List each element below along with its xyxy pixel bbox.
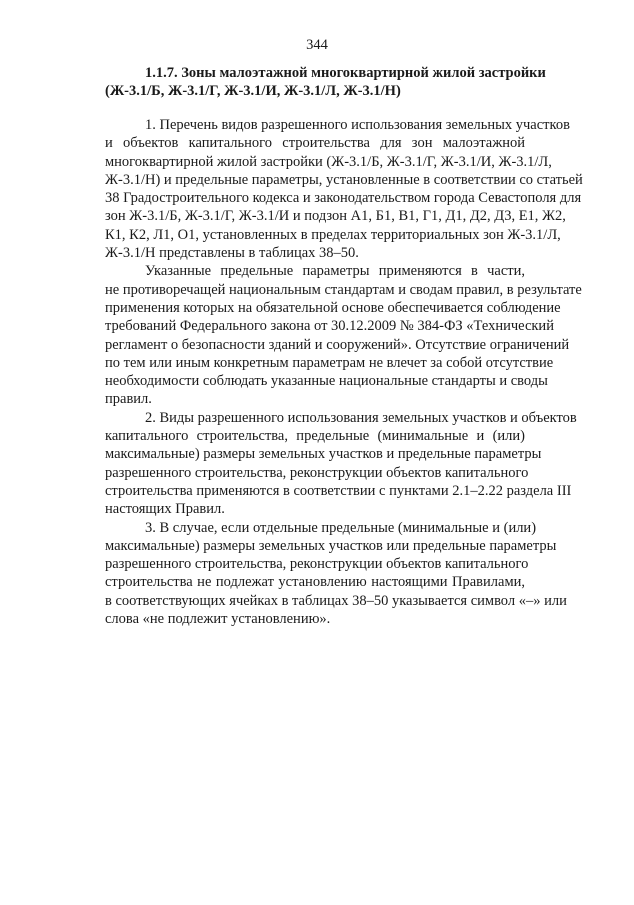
paragraph-line: регламент о безопасности зданий и сооружений». Отсутствие ограничений — [105, 336, 570, 353]
paragraph-line: по тем или иным конкретным параметрам не влечет за собой отсутствие — [105, 354, 554, 371]
paragraph-line: Ж-3.1/Н) и предельные параметры, установленные в соответствии со статьей — [105, 171, 583, 188]
paragraph-line: необходимости соблюдать указанные национальные стандарты и своды — [105, 373, 548, 390]
paragraph-line: требований Федерального закона от 30.12.2009 № 384-ФЗ «Технический — [105, 318, 554, 335]
paragraph-line: 38 Градостроительного кодекса и законодательством города Севастополя для — [105, 190, 582, 207]
page-number: 344 — [306, 37, 328, 53]
paragraph-line: строительства применяются в соответствии с пунктами 2.1–2.22 раздела III — [105, 482, 572, 499]
paragraph-line: разрешенного строительства, реконструкции объектов капитального — [105, 556, 529, 573]
paragraph-line: 1. Перечень видов разрешенного использования земельных участков — [145, 117, 570, 133]
paragraph-line: слова «не подлежит установлению». — [105, 611, 331, 628]
paragraph-line: многоквартирной жилой застройки (Ж-3.1/Б, Ж-3.1/Г, Ж-3.1/И, Ж-3.1/Л, — [105, 153, 552, 170]
paragraph-line: 3. В случае, если отдельные предельные (минимальные и (или) — [145, 519, 537, 536]
paragraph-line: капитального строительства, предельные (минимальные и (или) — [105, 428, 525, 445]
paragraph-4 — [105, 519, 567, 629]
body-text — [105, 116, 583, 628]
paragraph-line: К1, К2, Л1, О1, установленных в пределах территориальных зон Ж-3.1/Л, — [105, 226, 561, 243]
section-heading-line-2: (Ж-3.1/Б, Ж-3.1/Г, Ж-3.1/И, Ж-3.1/Л, Ж-3.1/Н) — [105, 83, 401, 99]
paragraph-line: 2. Виды разрешенного использования земельных участков и объектов — [145, 409, 577, 426]
section-heading-line-1: 1.1.7. Зоны малоэтажной многоквартирной жилой застройки — [145, 65, 546, 81]
paragraph-2 — [105, 262, 582, 408]
paragraph-line: максимальные) размеры земельных участков или предельные параметры — [105, 537, 557, 554]
paragraph-line: правил. — [105, 391, 152, 408]
paragraph-line: настоящих Правил. — [105, 501, 225, 518]
paragraph-line: строительства не подлежат установлению настоящими Правилами, — [105, 574, 525, 591]
section-heading — [105, 64, 546, 100]
paragraph-line: разрешенного строительства, реконструкции объектов капитального — [105, 464, 529, 481]
paragraph-line: максимальные) размеры земельных участков и предельные параметры — [105, 446, 542, 463]
paragraph-1 — [105, 116, 583, 262]
paragraph-line: и объектов капитального строительства для зон малоэтажной — [105, 135, 525, 152]
paragraph-line: не противоречащей национальным стандартам и сводам правил, в результате — [105, 281, 582, 298]
paragraph-3 — [105, 409, 577, 519]
paragraph-line: в соответствующих ячейках в таблицах 38–50 указывается символ «–» или — [105, 592, 567, 609]
paragraph-line: применения которых на обязательной основе обеспечивается соблюдение — [105, 299, 561, 316]
paragraph-line: зон Ж-3.1/Б, Ж-3.1/Г, Ж-3.1/И и подзон А1, Б1, В1, Г1, Д1, Д2, Д3, Е1, Ж2, — [105, 208, 566, 225]
paragraph-line: Ж-3.1/Н представлены в таблицах 38–50. — [105, 245, 359, 262]
paragraph-line: Указанные предельные параметры применяются в части, — [145, 263, 525, 280]
